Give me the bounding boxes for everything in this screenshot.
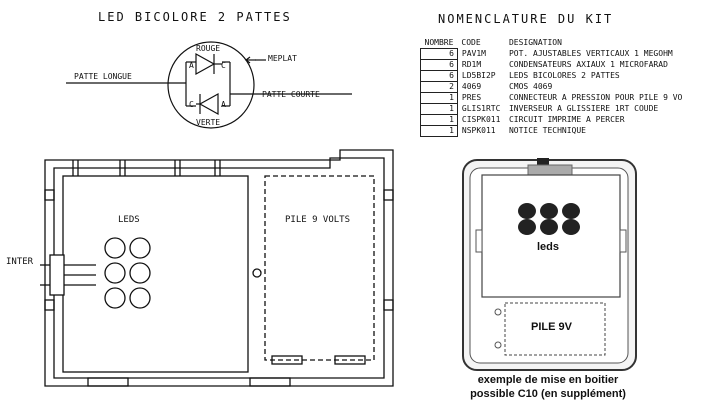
patte-longue-label: PATTE LONGUE bbox=[74, 72, 132, 81]
cathode-bottom-label: C bbox=[189, 100, 194, 109]
led-dot-icon bbox=[518, 203, 536, 219]
kit-table bbox=[420, 38, 687, 137]
header-code: CODE bbox=[461, 38, 481, 48]
photo-leds-label: leds bbox=[537, 241, 560, 253]
led-dot-icon bbox=[540, 203, 558, 219]
pcb-photo bbox=[482, 175, 620, 297]
designation-cell: CIRCUIT IMPRIME A PERCER bbox=[508, 115, 625, 124]
led-circle-icon bbox=[130, 263, 150, 283]
meplat-label: MEPLAT bbox=[268, 54, 297, 63]
qty-cell: 6 bbox=[421, 71, 458, 82]
led-dot-icon bbox=[562, 203, 580, 219]
photo-pile-label: PILE 9V bbox=[531, 321, 572, 333]
designation-cell: CONNECTEUR A PRESSION POUR PILE 9 VO bbox=[508, 93, 683, 102]
table-row bbox=[421, 60, 687, 71]
code-cell: GLIS1RTC bbox=[461, 104, 501, 113]
rouge-diode-icon bbox=[196, 54, 214, 74]
photo-caption-line2: possible C10 (en supplément) bbox=[470, 388, 626, 400]
qty-cell: 2 bbox=[421, 82, 458, 93]
led-circle-icon bbox=[130, 288, 150, 308]
led-symbol-diagram bbox=[66, 42, 352, 128]
patte-courte-label: PATTE COURTE bbox=[262, 90, 320, 99]
box-drawing bbox=[40, 150, 393, 386]
led-circles-group bbox=[105, 238, 150, 308]
table-row bbox=[421, 71, 687, 82]
pcb-hole bbox=[253, 269, 261, 277]
pcb-board bbox=[63, 176, 248, 372]
designation-cell: LEDS BICOLORES 2 PATTES bbox=[508, 71, 620, 80]
led-body-circle bbox=[168, 42, 254, 128]
table-row bbox=[421, 82, 687, 93]
designation-cell: NOTICE TECHNIQUE bbox=[508, 126, 586, 135]
inter-label: INTER bbox=[6, 257, 34, 267]
qty-cell: 6 bbox=[421, 60, 458, 71]
led-dot-icon bbox=[518, 219, 536, 235]
table-row bbox=[421, 49, 687, 60]
anode-bottom-label: A bbox=[221, 100, 226, 109]
led-circle-icon bbox=[130, 238, 150, 258]
led-circle-icon bbox=[105, 288, 125, 308]
code-cell: CISPK011 bbox=[461, 115, 501, 124]
table-row bbox=[421, 104, 687, 115]
led-circle-icon bbox=[105, 263, 125, 283]
qty-cell: 6 bbox=[421, 49, 458, 60]
code-cell: NSPK011 bbox=[461, 126, 496, 135]
code-cell: RD1M bbox=[461, 60, 482, 69]
designation-cell: INVERSEUR A GLISSIERE 1RT COUDE bbox=[508, 104, 659, 113]
pile-label: PILE 9 VOLTS bbox=[285, 215, 351, 225]
qty-cell: 1 bbox=[421, 126, 458, 137]
code-cell: 4069 bbox=[461, 82, 482, 91]
header-nombre: NOMBRE bbox=[424, 38, 454, 47]
led-circle-icon bbox=[105, 238, 125, 258]
inter-switch-icon bbox=[50, 255, 64, 295]
verte-diode-icon bbox=[200, 94, 218, 114]
battery-compartment bbox=[265, 176, 374, 360]
kit-title: NOMENCLATURE DU KIT bbox=[438, 12, 614, 26]
header-designation: DESIGNATION bbox=[508, 38, 562, 48]
designation-cell: CONDENSATEURS AXIAUX 1 MICROFARAD bbox=[508, 60, 668, 69]
table-row bbox=[421, 126, 687, 137]
box-outline bbox=[45, 150, 393, 386]
code-cell: LD5BI2P bbox=[461, 71, 496, 80]
cathode-top-label: C bbox=[221, 61, 226, 70]
designation-cell: POT. AJUSTABLES VERTICAUX 1 MEGOHM bbox=[508, 49, 673, 58]
anode-top-label: A bbox=[189, 61, 194, 70]
qty-cell: 1 bbox=[421, 115, 458, 126]
table-row bbox=[421, 93, 687, 104]
rouge-label: ROUGE bbox=[196, 44, 221, 53]
kit-table-header bbox=[421, 38, 687, 49]
led-dot-icon bbox=[562, 219, 580, 235]
leds-label: LEDS bbox=[118, 215, 140, 225]
designation-cell: CMOS 4069 bbox=[508, 82, 553, 91]
table-row bbox=[421, 115, 687, 126]
code-cell: PRES bbox=[461, 93, 482, 102]
photo-caption-line1: exemple de mise en boitier bbox=[477, 374, 619, 386]
led-section-title: LED BICOLORE 2 PATTES bbox=[98, 10, 292, 24]
case-photo bbox=[463, 158, 636, 370]
verte-label: VERTE bbox=[196, 118, 221, 127]
led-dot-icon bbox=[540, 219, 558, 235]
code-cell: PAV1M bbox=[461, 49, 486, 58]
qty-cell: 1 bbox=[421, 104, 458, 115]
qty-cell: 1 bbox=[421, 93, 458, 104]
